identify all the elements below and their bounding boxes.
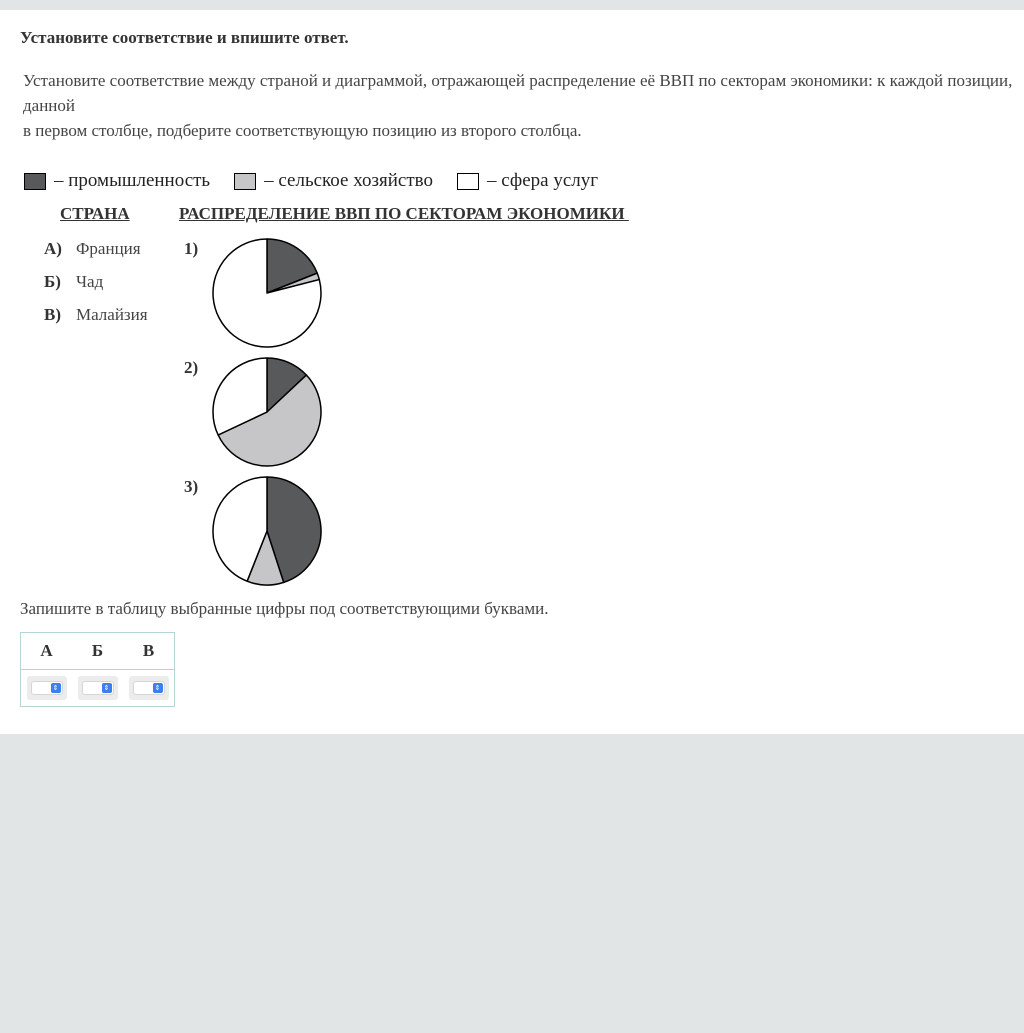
legend-item-industry bbox=[24, 170, 210, 192]
chevron-updown-icon: ⇕ bbox=[102, 683, 112, 693]
answer-select-a[interactable] bbox=[27, 676, 67, 700]
column-header-country: СТРАНА bbox=[60, 204, 130, 223]
legend-label-services: – сфера услуг bbox=[487, 170, 599, 191]
country-v bbox=[44, 305, 148, 325]
answer-header-b: Б bbox=[91, 641, 104, 660]
country-a bbox=[44, 239, 141, 259]
legend-item-agriculture bbox=[234, 170, 433, 192]
pie-chart-1 bbox=[211, 237, 323, 349]
answer-select-b[interactable] bbox=[78, 676, 118, 700]
answer-header-a: А bbox=[40, 641, 53, 660]
task-heading: Установите соответствие и впишите ответ. bbox=[20, 28, 349, 47]
legend-label-industry: – промышленность bbox=[54, 170, 211, 191]
answer-select-v[interactable] bbox=[129, 676, 169, 700]
legend-swatch-industry bbox=[24, 173, 46, 190]
pie-chart-3 bbox=[211, 475, 323, 587]
task-line-2: в первом столбце, подберите соответствующую позицию из второго столбца. bbox=[23, 121, 582, 140]
country-letter: Б) bbox=[44, 272, 61, 291]
legend-swatch-services bbox=[457, 173, 479, 190]
chevron-updown-icon: ⇕ bbox=[153, 683, 163, 693]
answer-table bbox=[20, 632, 175, 707]
task-card bbox=[0, 10, 1024, 734]
country-name: Чад bbox=[76, 272, 104, 291]
answer-table-header-row bbox=[21, 633, 174, 670]
answer-table-input-row bbox=[21, 670, 174, 700]
legend-label-agriculture: – сельское хозяйство bbox=[264, 170, 433, 191]
chart-label-1: 1) bbox=[184, 239, 199, 258]
country-name: Франция bbox=[76, 239, 141, 258]
legend bbox=[24, 170, 622, 192]
country-letter: А) bbox=[44, 239, 62, 258]
task-line-1: Установите соответствие между страной и диаграммой, отражающей распределение её ВВП по секторам экономики: к каждой позиции, данной bbox=[23, 71, 1013, 115]
chevron-updown-icon: ⇕ bbox=[51, 683, 61, 693]
legend-item-services bbox=[457, 170, 598, 192]
pie-chart-2 bbox=[211, 356, 323, 468]
country-name: Малайзия bbox=[76, 305, 148, 324]
chart-label-3: 3) bbox=[184, 477, 199, 496]
column-header-charts: РАСПРЕДЕЛЕНИЕ ВВП ПО СЕКТОРАМ ЭКОНОМИКИ bbox=[179, 204, 629, 223]
instruction-text: Запишите в таблицу выбранные цифры под соответствующими буквами. bbox=[20, 599, 549, 618]
answer-header-v: В bbox=[142, 641, 155, 660]
task-text bbox=[23, 68, 1013, 143]
country-b bbox=[44, 272, 103, 292]
country-letter: В) bbox=[44, 305, 61, 324]
chart-label-2: 2) bbox=[184, 358, 199, 377]
legend-swatch-agriculture bbox=[234, 173, 256, 190]
